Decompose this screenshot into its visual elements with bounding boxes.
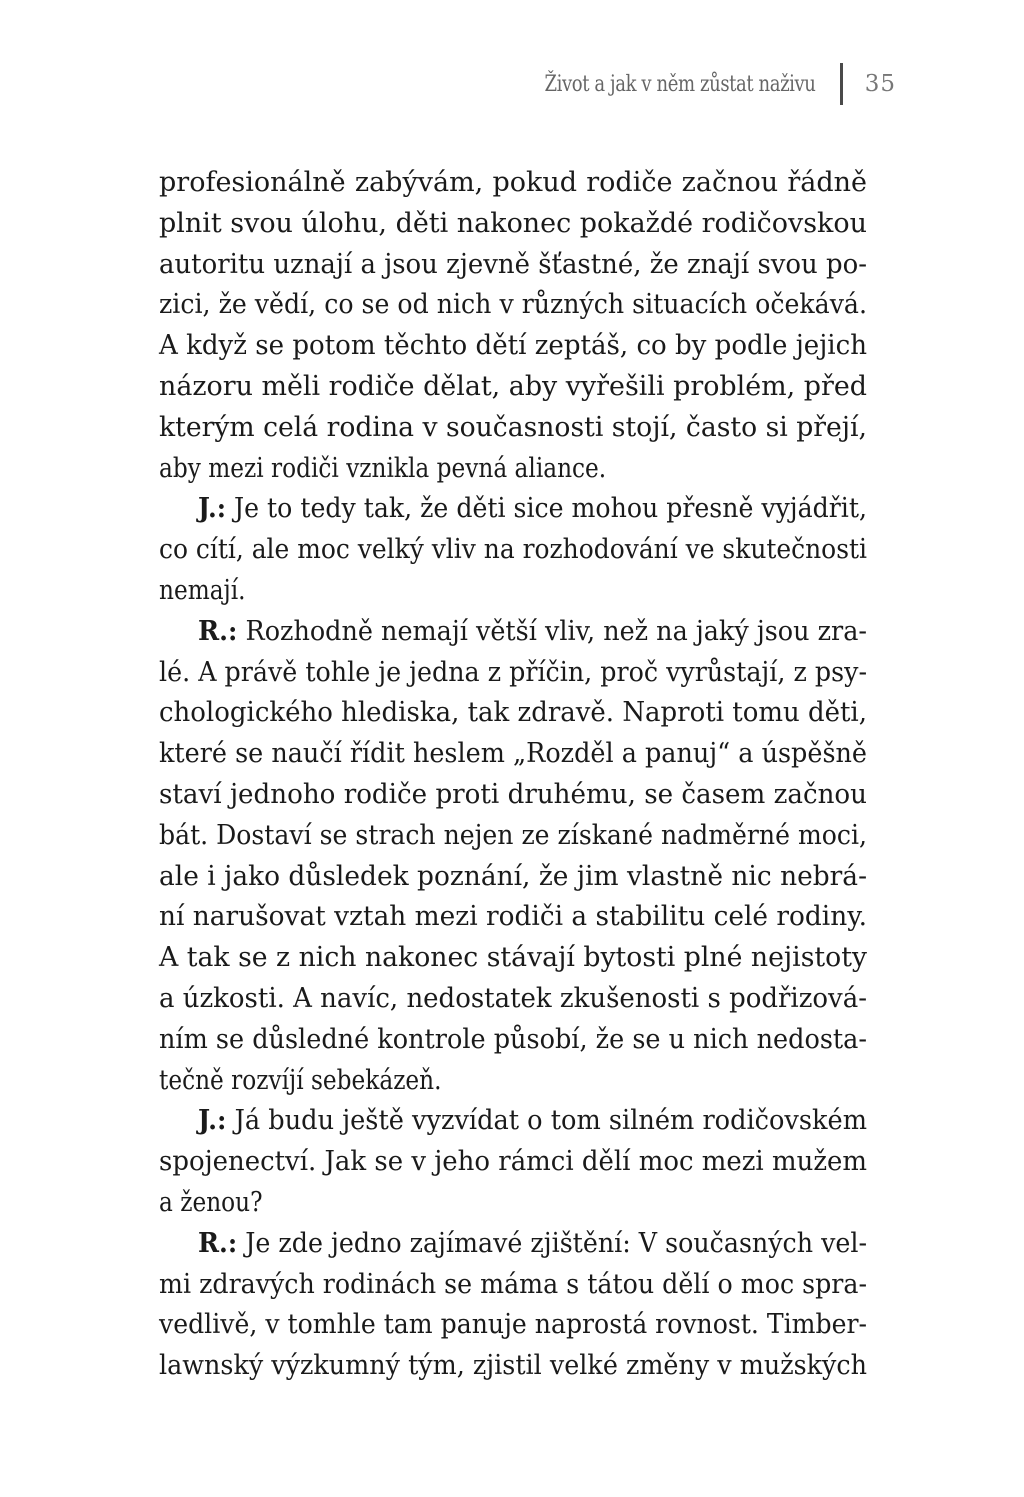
speaker-label: J.:: [198, 493, 227, 525]
text-line: [159, 1061, 867, 1102]
line-text: co cítí, ale moc velký vliv na rozhodování ve skutečnosti: [159, 534, 867, 566]
line-text: názoru měli rodiče dělat, aby vyřešili problém, před: [159, 370, 867, 402]
line-text: ale i jako důsledek poznání, že jim vlastně nic nebrá-: [159, 860, 867, 892]
line-text: kterým celá rodina v současnosti stojí, často si přejí,: [159, 411, 867, 443]
line-text: které se naučí řídit heslem „Rozděl a panuj“ a úspěšně: [159, 738, 867, 770]
text-line: [159, 449, 867, 490]
line-text: Je zde jedno zajímavé zjištění: V současných vel-: [237, 1227, 867, 1259]
line-text: Já budu ještě vyzvídat o tom silném rodičovském: [226, 1105, 867, 1137]
text-line: [159, 1020, 867, 1061]
line-text: plnit svou úlohu, děti nakonec pokaždé rodičovskou: [159, 207, 867, 239]
text-line: [159, 897, 867, 938]
text-line: [159, 245, 867, 286]
text-line: [159, 938, 867, 979]
line-text: aby mezi rodiči vznikla pevná aliance.: [159, 452, 607, 484]
line-text: ním se důsledné kontrole působí, že se u nich nedosta-: [159, 1023, 867, 1055]
line-text: tečně rozvíjí sebekázeň.: [159, 1064, 442, 1096]
line-text: A tak se z nich nakonec stávají bytosti plné nejistoty: [159, 942, 867, 974]
line-text: lawnský výzkumný tým, zjistil velké změny v mužských: [159, 1350, 867, 1382]
text-line: [159, 326, 867, 367]
dialogue-line: [159, 612, 867, 653]
text-line: [159, 530, 867, 571]
line-text: Je to tedy tak, že děti sice mohou přesně vyjádřit,: [226, 493, 867, 525]
text-line: [159, 408, 867, 449]
dialogue-line: [159, 1224, 867, 1265]
text-line: [159, 1183, 867, 1224]
text-line: [159, 775, 867, 816]
text-line: [159, 204, 867, 245]
line-text: ní narušovat vztah mezi rodiči a stabilitu celé rodiny.: [159, 901, 867, 933]
line-text: mi zdravých rodinách se máma s tátou dělí o moc spra-: [159, 1268, 867, 1300]
header-divider: [840, 63, 843, 105]
line-text: bát. Dostaví se strach nejen ze získané nadměrné moci,: [159, 819, 867, 851]
line-text: chologického hlediska, tak zdravě. Naproti tomu děti,: [159, 697, 867, 729]
line-text: A když se potom těchto dětí zeptáš, co by podle jejich: [159, 330, 867, 362]
text-line: [159, 367, 867, 408]
line-text: a ženou?: [159, 1186, 263, 1218]
line-text: spojenectví. Jak se v jeho rámci dělí moc mezi mužem: [159, 1146, 867, 1178]
speaker-label: R.:: [198, 1227, 238, 1259]
running-title: Život a jak v něm zůstat naživu: [544, 71, 816, 97]
text-line: [159, 1346, 867, 1387]
running-head: [485, 62, 896, 106]
line-text: zici, že vědí, co se od nich v různých situacích očekává.: [159, 289, 867, 321]
text-line: [159, 1142, 867, 1183]
dialogue-line: [159, 1101, 867, 1142]
line-text: staví jednoho rodiče proti druhému, se časem začnou: [159, 778, 867, 810]
speaker-label: R.:: [198, 615, 238, 647]
text-line: [159, 1305, 867, 1346]
line-text: Rozhodně nemají větší vliv, než na jaký jsou zra-: [237, 615, 867, 647]
line-text: vedlivě, v tomhle tam panuje naprostá rovnost. Timber-: [159, 1309, 867, 1341]
text-line: [159, 693, 867, 734]
text-line: [159, 285, 867, 326]
text-line: [159, 734, 867, 775]
text-line: [159, 979, 867, 1020]
text-line: [159, 816, 867, 857]
speaker-label: J.:: [198, 1105, 227, 1137]
line-text: nemají.: [159, 574, 246, 606]
text-line: [159, 653, 867, 694]
body-text: [159, 163, 867, 1387]
dialogue-line: [159, 489, 867, 530]
line-text: autoritu uznají a jsou zjevně šťastné, že znají svou po-: [159, 248, 867, 280]
line-text: lé. A právě tohle je jedna z příčin, proč vyrůstají, z psy-: [159, 656, 867, 688]
line-text: a úzkosti. A navíc, nedostatek zkušenosti s podřizová-: [159, 982, 867, 1014]
text-line: [159, 571, 867, 612]
page-number: 35: [864, 71, 896, 97]
text-line: [159, 163, 867, 204]
text-line: [159, 1265, 867, 1306]
line-text: profesionálně zabývám, pokud rodiče začnou řádně: [159, 167, 867, 198]
text-line: [159, 857, 867, 898]
